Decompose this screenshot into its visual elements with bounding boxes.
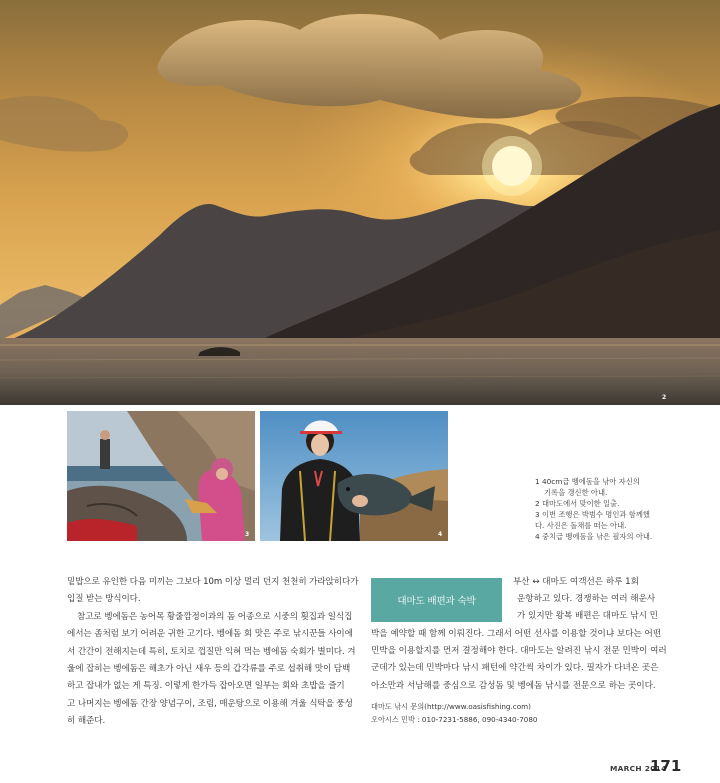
footer-issue-date: MARCH 2014 — [610, 764, 667, 773]
caption-4: 4 중치급 벵에돔을 낚은 필자의 아내. — [535, 531, 653, 541]
body-line: 아소만과 서남해를 중심으로 감성돔 및 벵에돔 낚시를 전문으로 하는 곳이다. — [371, 681, 656, 691]
caption-1: 1 40cm급 벵에돔을 낚아 자신의 — [535, 477, 640, 486]
body-line: 가 있지만 왕복 배편은 대마도 낚시 민 — [517, 611, 658, 621]
hero-photo-number: 2 — [662, 394, 667, 401]
body-line: 서 간간이 전해지는데 특히, 토치로 껍질만 익혀 먹는 벵에돔 숙회가 별미다. 겨 — [67, 646, 356, 657]
page-number: 171 — [650, 757, 682, 775]
body-line: 고 나머지는 벵에돔 간장 양념구이, 조림, 매운탕으로 이용해 겨울 식탁을 풍성 — [67, 698, 353, 709]
contact-phone: 오아시스 민박 : 010-7231-5886, 090-4340-7080 — [371, 715, 538, 724]
body-line: 입질 받는 방식이다. — [67, 594, 141, 605]
sidebar-title: 대마도 배편과 숙박 — [397, 596, 476, 607]
photo4-number: 4 — [438, 531, 443, 538]
caption-2: 2 대마도에서 맞이한 일출. — [535, 498, 620, 508]
body-line: 박을 예약할 때 함께 이뤄진다. 그래서 어떤 선사를 이용할 것이냐 보다는 어떤 — [371, 629, 662, 639]
photo-captions — [535, 477, 715, 542]
photo3-number: 3 — [245, 531, 250, 538]
body-line: 군데가 있는데 민박마다 낚시 패턴에 약간씩 차이가 있다. 필자가 다녀온 곳은 — [371, 663, 659, 673]
body-line: 운항하고 있다. 경쟁하는 여러 해운사 — [517, 594, 656, 604]
body-line: 울에 잡히는 벵에돔은 해초가 아닌 새우 등의 갑각류를 주로 섭취해 맛이 담백 — [67, 664, 351, 675]
body-line: 에서는 좀처럼 보기 어려운 귀한 고기다. 벵에돔 회 맛은 주로 낚시꾼들 사이에 — [67, 629, 353, 640]
caption-1-cont: 기록을 갱신한 아내. — [544, 487, 608, 497]
body-line: 하고 잡내가 없는 게 특징. 이렇게 한가득 잡아오면 일부는 회와 초밥을 즐기 — [67, 681, 345, 692]
body-line: 밑밥으로 유인한 다음 미끼는 그보다 10m 이상 멀리 던지 천천히 가라앉히다가 — [67, 577, 359, 587]
body-line: 부산 ↔ 대마도 여객선은 하루 1회 — [513, 577, 639, 587]
body-line: 민박을 이용할지를 먼저 결정해야 한다. 대마도는 알려진 낚시 전문 민박이 여러 — [371, 646, 667, 656]
article-left-column — [67, 574, 367, 731]
sidebar-title-box — [371, 578, 502, 622]
contact-website: 대마도 낚시 문의(http://www.oasisfishing.com) — [371, 702, 531, 711]
caption-3-cont: 다. 사진은 돌채를 떠는 아내. — [535, 520, 627, 530]
caption-3: 3 이번 조행은 박범수 명인과 함께했 — [535, 509, 650, 519]
body-line: 히 해준다. — [67, 716, 106, 727]
photo-rocks-woman — [67, 411, 255, 541]
photo-woman-with-fish — [260, 411, 448, 541]
body-line: 참고로 벵에돔은 농어목 황줄깜정이과의 돔 어종으로 시중의 횟집과 일식집 — [77, 611, 353, 622]
